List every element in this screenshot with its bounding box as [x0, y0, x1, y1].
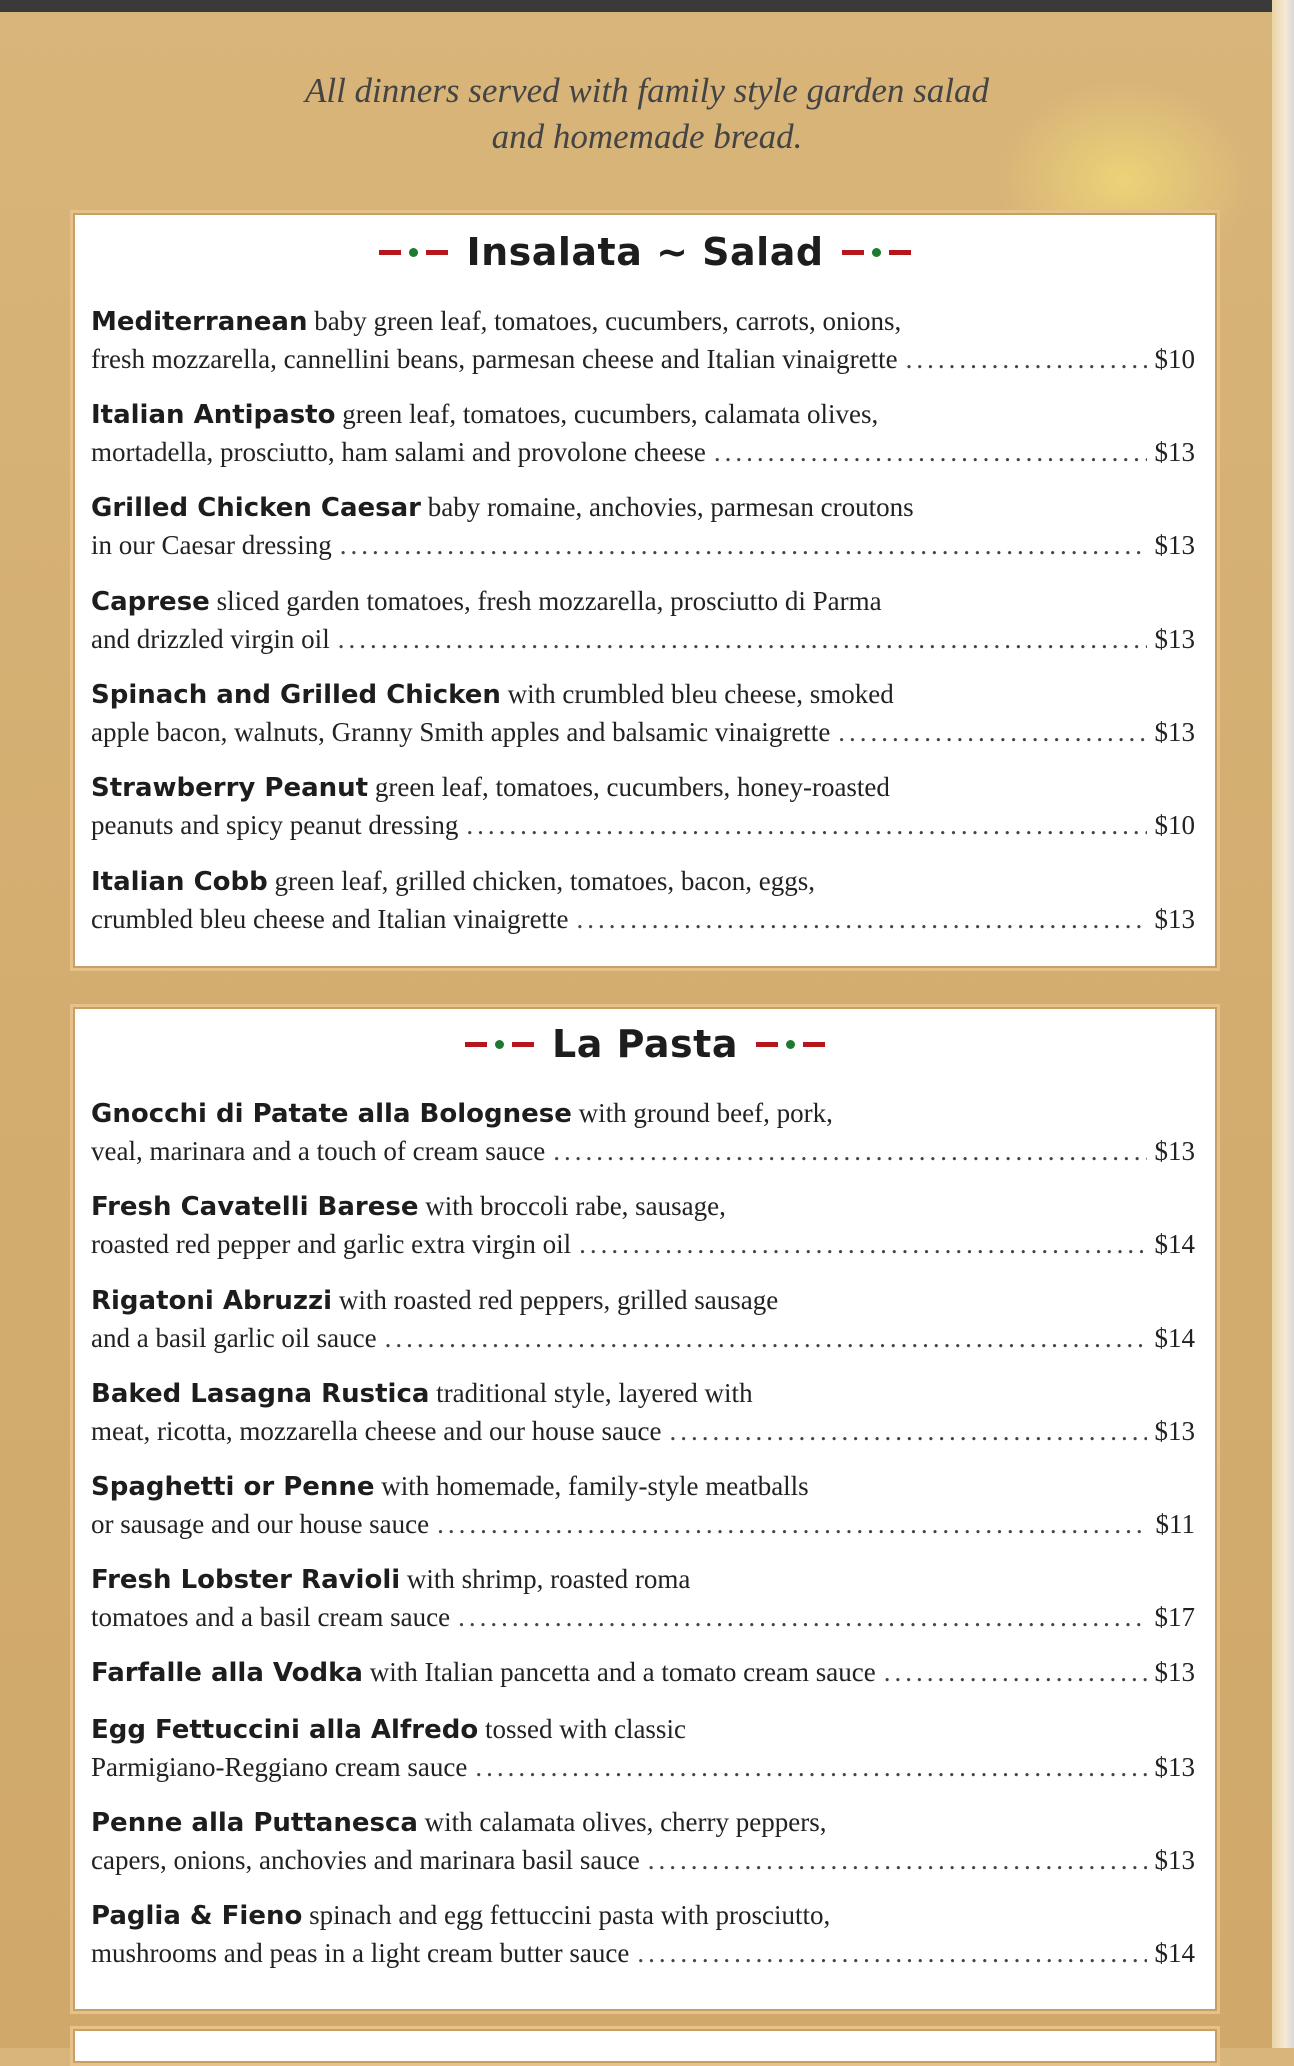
salad-section-title [73, 227, 1217, 277]
item-name: Fresh Lobster Ravioli [91, 1565, 401, 1595]
item-name: Mediterranean [91, 307, 308, 337]
menu-item [91, 1282, 1195, 1357]
menu-item [91, 1654, 1195, 1692]
dot-leader [577, 901, 1147, 938]
item-desc: tossed with classic [484, 1714, 686, 1744]
menu-item [91, 1711, 1195, 1786]
item-desc: with Italian pancetta and a tomato cream sauce [369, 1657, 876, 1687]
item-desc: green leaf, tomatoes, cucumbers, honey-roasted [374, 772, 890, 802]
dot-leader [340, 527, 1147, 564]
item-desc: Parmigiano-Reggiano cream sauce [91, 1752, 468, 1782]
dot-leader [637, 1935, 1146, 1972]
salad-title-text: Insalata ~ Salad [466, 230, 824, 274]
scan-top-edge [0, 0, 1294, 12]
scan-right-edge [1272, 0, 1294, 2048]
pasta-section [70, 1004, 1220, 2014]
item-desc: with crumbled bleu cheese, smoked [507, 679, 894, 709]
item-price: $13 [1154, 717, 1195, 747]
next-section-top-edge [70, 2026, 1220, 2066]
item-desc: crumbled bleu cheese and Italian vinaigrette [91, 904, 569, 934]
title-ornament-right [842, 248, 911, 257]
item-price: $13 [1154, 530, 1195, 560]
item-desc: with calamata olives, cherry peppers, [424, 1807, 827, 1837]
menu-item [91, 1804, 1195, 1879]
item-desc: fresh mozzarella, cannellini beans, parmesan cheese and Italian vinaigrette [91, 344, 898, 374]
item-price: $10 [1154, 344, 1195, 374]
item-name: Paglia & Fieno [91, 1901, 303, 1931]
menu-item [91, 489, 1195, 564]
menu-item [91, 1188, 1195, 1263]
item-name: Spinach and Grilled Chicken [91, 680, 501, 710]
menu-item [91, 676, 1195, 751]
item-desc: mushrooms and peas in a light cream butter sauce [91, 1938, 630, 1968]
item-price: $13 [1154, 904, 1195, 934]
dot-leader [648, 1842, 1147, 1879]
dot-leader [466, 807, 1146, 844]
item-price: $17 [1154, 1602, 1195, 1632]
item-name: Fresh Cavatelli Barese [91, 1192, 419, 1222]
item-name: Caprese [91, 587, 210, 617]
dot-leader [669, 1413, 1146, 1450]
menu-item [91, 1095, 1195, 1170]
item-desc: baby green leaf, tomatoes, cucumbers, carrots, onions, [314, 306, 902, 336]
pasta-title-text: La Pasta [552, 1022, 738, 1066]
item-desc: tomatoes and a basil cream sauce [91, 1602, 451, 1632]
salad-section [70, 210, 1220, 971]
dot-leader [838, 714, 1146, 751]
dot-leader [906, 341, 1147, 378]
item-price: $13 [1154, 1845, 1195, 1875]
item-price: $13 [1154, 624, 1195, 654]
item-name: Gnocchi di Patate alla Bolognese [91, 1099, 572, 1129]
menu-item [91, 1468, 1195, 1543]
item-price: $14 [1154, 1229, 1195, 1259]
menu-item [91, 1897, 1195, 1972]
pasta-section-title [73, 1019, 1217, 1069]
item-desc: green leaf, tomatoes, cucumbers, calamata olives, [342, 399, 879, 429]
item-price: $14 [1154, 1938, 1195, 1968]
tagline-line-2: and homemade bread. [491, 117, 803, 156]
item-price: $13 [1154, 437, 1195, 467]
item-desc: peanuts and spicy peanut dressing [91, 810, 459, 840]
item-name: Spaghetti or Penne [91, 1472, 375, 1502]
dot-leader [884, 1654, 1147, 1691]
item-desc: in our Caesar dressing [91, 530, 332, 560]
item-desc: baby romaine, anchovies, parmesan croutons [427, 492, 914, 522]
dot-leader [714, 434, 1147, 471]
dot-leader [553, 1133, 1146, 1170]
item-desc: with broccoli rabe, sausage, [425, 1191, 726, 1221]
item-price: $11 [1155, 1509, 1195, 1539]
tagline-line-1: All dinners served with family style garden salad [304, 71, 990, 110]
item-desc: with homemade, family-style meatballs [381, 1471, 809, 1501]
item-price: $13 [1154, 1657, 1195, 1687]
item-desc: traditional style, layered with [436, 1378, 753, 1408]
item-desc: roasted red pepper and garlic extra virgin oil [91, 1229, 572, 1259]
menu-item [91, 583, 1195, 658]
dot-leader [338, 621, 1147, 658]
item-desc: green leaf, grilled chicken, tomatoes, bacon, eggs, [274, 866, 816, 896]
item-desc: and a basil garlic oil sauce [91, 1323, 377, 1353]
item-desc: with roasted red peppers, grilled sausage [338, 1285, 779, 1315]
item-desc: mortadella, prosciutto, ham salami and provolone cheese [91, 437, 706, 467]
item-desc: veal, marinara and a touch of cream sauce [91, 1136, 546, 1166]
item-price: $13 [1154, 1416, 1195, 1446]
item-price: $14 [1154, 1323, 1195, 1353]
item-name: Italian Antipasto [91, 400, 336, 430]
dot-leader [579, 1226, 1146, 1263]
dot-leader [437, 1506, 1147, 1543]
menu-item [91, 863, 1195, 938]
item-name: Italian Cobb [91, 867, 268, 897]
item-desc: spinach and egg fettuccini pasta with prosciutto, [309, 1900, 831, 1930]
item-desc: and drizzled virgin oil [91, 624, 330, 654]
item-price: $13 [1154, 1136, 1195, 1166]
title-ornament-left [465, 1040, 534, 1049]
menu-item [91, 1561, 1195, 1636]
item-name: Farfalle alla Vodka [91, 1658, 363, 1688]
item-desc: with shrimp, roasted roma [406, 1564, 691, 1594]
menu-item [91, 396, 1195, 471]
item-name: Egg Fettuccini alla Alfredo [91, 1715, 479, 1745]
menu-item [91, 1375, 1195, 1450]
item-desc: sliced garden tomatoes, fresh mozzarella, prosciutto di Parma [216, 586, 882, 616]
dot-leader [475, 1749, 1146, 1786]
title-ornament-right [756, 1040, 825, 1049]
item-desc: apple bacon, walnuts, Granny Smith apples and balsamic vinaigrette [91, 717, 831, 747]
menu-item [91, 303, 1195, 378]
dot-leader [385, 1320, 1147, 1357]
item-name: Baked Lasagna Rustica [91, 1379, 430, 1409]
item-name: Strawberry Peanut [91, 773, 369, 803]
item-desc: with ground beef, pork, [578, 1098, 833, 1128]
item-name: Rigatoni Abruzzi [91, 1286, 333, 1316]
title-ornament-left [379, 248, 448, 257]
item-name: Grilled Chicken Caesar [91, 493, 422, 523]
item-desc: meat, ricotta, mozzarella cheese and our house sauce [91, 1416, 662, 1446]
item-desc: or sausage and our house sauce [91, 1509, 430, 1539]
tagline [0, 68, 1294, 160]
item-desc: capers, onions, anchovies and marinara basil sauce [91, 1845, 640, 1875]
item-price: $10 [1154, 810, 1195, 840]
dot-leader [458, 1599, 1146, 1636]
menu-item [91, 769, 1195, 844]
item-price: $13 [1154, 1752, 1195, 1782]
item-name: Penne alla Puttanesca [91, 1808, 418, 1838]
